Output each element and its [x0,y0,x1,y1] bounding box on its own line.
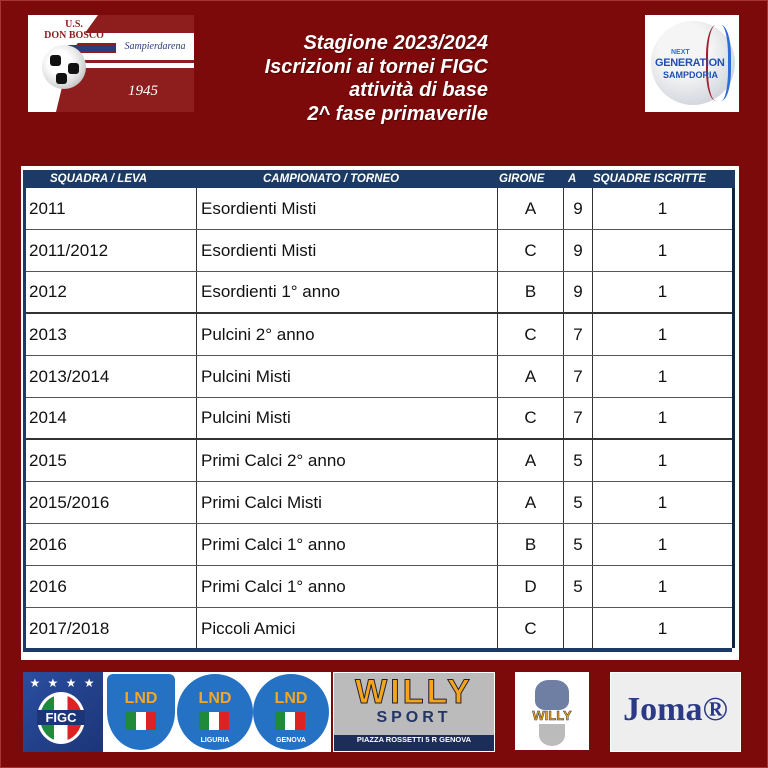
cell-a [564,608,593,650]
cell-torneo: Esordienti 1° anno [197,272,498,312]
col-header-squadra: SQUADRA / LEVA [50,173,148,185]
cell-girone: A [498,188,564,229]
willy-club-name: WILLY [532,708,572,723]
partner-line1: NEXT [671,49,690,56]
italy-flag-icon [199,712,229,730]
italy-flag-icon [126,712,156,730]
lnd-shield-logo [107,674,175,750]
cell-iscritte: 1 [657,408,668,427]
table-frame [23,170,732,652]
cell-leva: 2013 [26,314,197,355]
table-row [26,482,732,524]
cell-girone: B [498,272,564,312]
table-row [26,608,732,650]
table-row [26,524,732,566]
cell-girone: C [498,608,564,650]
club-name-line2: DON BOSCO [44,30,104,41]
cell-a: 5 [564,566,593,607]
club-city: Sampierdarena [116,41,194,53]
club-name [32,19,116,41]
club-logo [28,15,194,112]
table-row [26,566,732,608]
title-line-3: attività di base [349,79,488,101]
cell-girone: B [498,524,564,565]
cell-torneo: Piccoli Amici [197,608,498,650]
cell-girone: C [498,230,564,271]
title-line-4: 2^ fase primaverile [307,102,488,125]
cell-a: 7 [564,356,593,397]
cell-leva: 2017/2018 [26,608,197,650]
table-row [26,398,732,440]
cell-iscritte: 1 [657,366,668,386]
cell-leva: 2012 [26,272,197,312]
cell-a: 7 [564,314,593,355]
cell-iscritte: 1 [657,450,668,470]
badge-icon [539,724,565,746]
cell-iscritte: 1 [657,240,668,260]
logo-stripe [68,53,194,60]
lnd-liguria-logo [177,674,253,750]
cell-iscritte: 1 [657,492,668,512]
title-line-1: Stagione 2023/2024 [303,32,488,54]
cell-iscritte: 1 [657,324,668,344]
italy-flag-icon [275,712,305,730]
partner-line3: SAMPDORIA [663,70,719,80]
lnd-genova-logo [253,674,329,750]
willy-title: WILLY [355,673,473,711]
registrations-table [21,166,739,660]
col-header-torneo: CAMPIONATO / TORNEO [263,173,400,185]
cell-torneo: Esordienti Misti [197,230,498,271]
cell-a: 5 [564,440,593,481]
lnd-logos [103,672,331,752]
lnd-label: LND [198,690,232,707]
figc-logo [23,672,103,752]
col-header-girone: GIRONE [499,173,545,185]
table-row [26,272,732,314]
cell-iscritte: 1 [657,619,668,638]
partner-line2: GENERATION [655,57,725,69]
willy-sport-logo [333,672,495,752]
cell-girone: C [498,314,564,355]
cell-leva: 2014 [26,398,197,438]
page-title [200,32,488,126]
cell-a: 7 [564,398,593,438]
cell-leva: 2015 [26,440,197,481]
cell-leva: 2016 [26,524,197,565]
cell-a: 5 [564,524,593,565]
cell-girone: D [498,566,564,607]
next-generation-sampdoria-logo [645,15,739,112]
cell-girone: A [498,482,564,523]
table-row [26,356,732,398]
table-body [26,188,735,648]
logo-stripe [68,63,194,68]
cell-leva: 2016 [26,566,197,607]
cell-a: 9 [564,230,593,271]
cell-torneo: Pulcini Misti [197,398,498,438]
stars-icon: ★ ★ ★ ★ [29,676,97,690]
col-header-a: A [568,173,577,185]
cell-leva: 2015/2016 [26,482,197,523]
title-line-2: Iscrizioni ai tornei FIGC [264,55,488,78]
lnd-label: LND [124,690,158,707]
cell-torneo: Primi Calci Misti [197,482,498,523]
cell-a: 9 [564,272,593,312]
col-header-iscritte: SQUADRE ISCRITTE [593,173,707,185]
cell-torneo: Pulcini Misti [197,356,498,397]
cell-a: 9 [564,188,593,229]
cell-girone: A [498,440,564,481]
willy-sport-club-logo [515,672,589,750]
cell-iscritte: 1 [657,198,668,218]
figc-label: FIGC [37,710,85,725]
cell-torneo: Esordienti Misti [197,188,498,229]
bear-icon [535,680,569,710]
cell-iscritte: 1 [657,282,668,301]
cell-torneo: Pulcini 2° anno [197,314,498,355]
table-row [26,440,732,482]
cell-girone: C [498,398,564,438]
table-row [26,230,732,272]
cell-torneo: Primi Calci 1° anno [197,566,498,607]
club-year: 1945 [128,83,158,99]
cell-leva: 2011 [26,188,197,229]
lnd-label: LND [274,690,308,707]
joma-label: Joma® [623,691,728,728]
willy-address: PIAZZA ROSSETTI 5 R GENOVA [334,735,494,751]
table-row [26,314,732,356]
cell-torneo: Primi Calci 2° anno [197,440,498,481]
table-row [26,188,732,230]
joma-logo [610,672,741,752]
cell-leva: 2011/2012 [26,230,197,271]
lnd-sub: GENOVA [276,737,306,744]
cell-a: 5 [564,482,593,523]
cell-leva: 2013/2014 [26,356,197,397]
willy-subtitle: SPORT [376,709,452,726]
lnd-sub: LIGURIA [200,737,230,744]
cell-iscritte: 1 [657,576,668,596]
soccer-ball-icon [42,45,86,89]
cell-girone: A [498,356,564,397]
cell-iscritte: 1 [657,534,668,554]
cell-torneo: Primi Calci 1° anno [197,524,498,565]
table-header [23,170,735,188]
club-name-line1: U.S. [65,19,83,30]
